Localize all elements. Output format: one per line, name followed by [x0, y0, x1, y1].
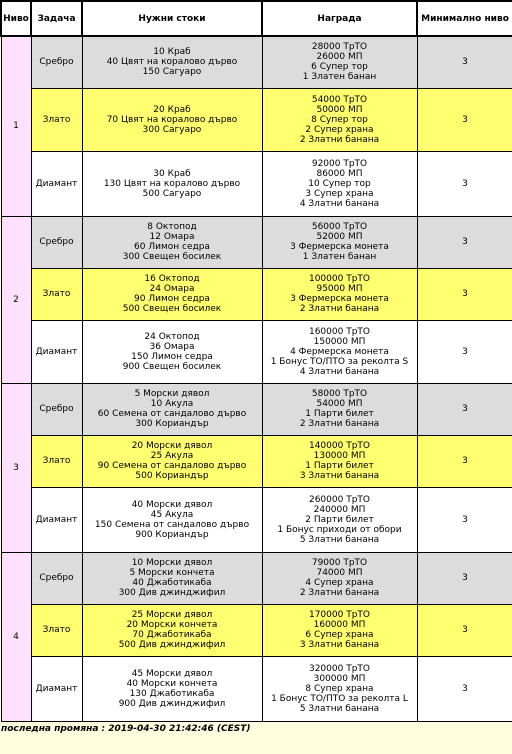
goods-cell	[82, 320, 262, 383]
goods-line: 5 Морски кончета	[129, 568, 215, 578]
reward-line: 140000 ТрТО	[308, 441, 370, 451]
reward-line: 8 Супер тор	[311, 114, 368, 125]
header-level: Ниво	[1, 1, 31, 36]
min-level-cell: 3	[417, 552, 512, 604]
task-cell: Диамант	[31, 487, 82, 552]
task-cell: Злато	[31, 88, 82, 151]
task-cell: Сребро	[31, 36, 82, 88]
goods-line: 10 Акула	[150, 399, 194, 409]
reward-line: 2 Супер храна	[305, 124, 374, 135]
goods-line: 16 Октопод	[144, 274, 200, 284]
goods-line: 25 Акула	[150, 451, 194, 461]
reward-line: 10 Супер тор	[308, 178, 371, 189]
table-row	[1, 552, 512, 604]
goods-line: 300 Свещен босилек	[122, 252, 222, 262]
table-row	[1, 151, 512, 216]
reward-line: 2 Златни банана	[299, 588, 380, 598]
goods-line: 24 Омара	[149, 284, 195, 294]
reward-line: 170000 ТрТО	[308, 610, 370, 620]
goods-line: 60 Семена от сандалово дърво	[97, 409, 247, 419]
reward-line: 52000 МП	[316, 232, 363, 242]
header-reward: Награда	[262, 1, 417, 36]
task-cell: Диамант	[31, 151, 82, 216]
min-level-cell: 3	[417, 88, 512, 151]
goods-line: 20 Краб	[153, 104, 191, 115]
reward-line: 56000 ТрТО	[311, 222, 368, 232]
reward-cell	[262, 320, 417, 383]
reward-line: 5 Златни банана	[299, 703, 380, 714]
reward-line: 58000 ТрТО	[311, 389, 368, 399]
reward-cell	[262, 268, 417, 320]
reward-line: 240000 МП	[313, 504, 366, 515]
header-min-level: Минимално ниво	[417, 1, 512, 36]
min-level-cell: 3	[417, 487, 512, 552]
goods-line: 60 Лимон седра	[134, 242, 210, 252]
reward-line: 3 Фермерска монета	[290, 294, 389, 304]
reward-cell	[262, 604, 417, 656]
table-row	[1, 36, 512, 88]
reward-cell	[262, 151, 417, 216]
goods-line: 70 Цвят на кораловo дърво	[106, 114, 238, 125]
goods-cell	[82, 151, 262, 216]
goods-line: 500 Див джинджифил	[118, 640, 226, 650]
level-cell: 1	[1, 36, 31, 216]
goods-line: 500 Сагуаро	[142, 188, 202, 199]
goods-cell	[82, 268, 262, 320]
reward-line: 160000 МП	[313, 620, 366, 630]
table-row	[1, 604, 512, 656]
min-level-cell: 3	[417, 383, 512, 435]
reward-line: 74000 МП	[316, 568, 363, 578]
goods-line: 45 Акула	[150, 509, 194, 520]
reward-line: 2 Парти билет	[305, 514, 374, 525]
reward-line: 2 Златни банана	[299, 304, 380, 314]
task-cell: Сребро	[31, 216, 82, 268]
reward-line: 92000 ТрТО	[311, 158, 368, 169]
goods-line: 25 Морски дявол	[131, 610, 213, 620]
goods-line: 5 Морски дявол	[134, 389, 210, 399]
reward-line: 3 Златни банана	[299, 471, 380, 481]
goods-line: 36 Омара	[149, 341, 195, 352]
reward-line: 4 Фермерска монета	[290, 346, 389, 357]
goods-cell	[82, 36, 262, 88]
reward-line: 3 Фермерска монета	[290, 242, 389, 252]
reward-cell	[262, 36, 417, 88]
table-row	[1, 268, 512, 320]
min-level-cell: 3	[417, 604, 512, 656]
reward-line: 100000 ТрТО	[308, 274, 370, 284]
table-row	[1, 435, 512, 487]
table-body	[1, 36, 512, 721]
reward-cell	[262, 435, 417, 487]
min-level-cell: 3	[417, 151, 512, 216]
goods-line: 45 Морски дявол	[131, 668, 213, 679]
reward-line: 1 Парти билет	[305, 409, 374, 419]
reward-line: 4 Златни банана	[299, 366, 380, 377]
goods-line: 300 Див джинджифил	[118, 588, 226, 598]
goods-line: 12 Омара	[149, 232, 195, 242]
goods-cell	[82, 604, 262, 656]
goods-line: 150 Семена от сандалово дърво	[94, 519, 250, 530]
min-level-cell: 3	[417, 320, 512, 383]
goods-line: 900 Свещен босилек	[122, 361, 222, 372]
goods-line: 10 Морски дявол	[131, 558, 213, 568]
reward-line: 2 Златни банана	[299, 134, 380, 145]
goods-line: 150 Сагуаро	[142, 67, 202, 78]
task-cell: Сребро	[31, 383, 82, 435]
goods-cell	[82, 552, 262, 604]
goods-line: 30 Краб	[153, 168, 191, 179]
reward-line: 95000 МП	[316, 284, 363, 294]
goods-line: 90 Лимон седра	[134, 294, 210, 304]
min-level-cell: 3	[417, 36, 512, 88]
min-level-cell: 3	[417, 656, 512, 721]
goods-line: 8 Октопод	[147, 222, 197, 232]
reward-cell	[262, 552, 417, 604]
reward-line: 1 Бонус ТО/ПТО за реколта L	[271, 693, 408, 704]
reward-line: 6 Супер храна	[305, 630, 374, 640]
reward-line: 79000 ТрТО	[311, 558, 368, 568]
goods-line: 90 Семена от сандалово дърво	[97, 461, 247, 471]
goods-line: 40 Морски дявол	[131, 499, 213, 510]
table-row	[1, 487, 512, 552]
goods-line: 24 Октопод	[144, 331, 200, 342]
table-row	[1, 656, 512, 721]
reward-line: 160000 ТрТО	[308, 326, 370, 337]
reward-line: 5 Златни банана	[299, 534, 380, 545]
reward-line: 3 Супер храна	[305, 188, 374, 199]
reward-line: 1 Бонус ТО/ПТО за реколта S	[270, 356, 409, 367]
reward-line: 8 Супер храна	[305, 683, 374, 694]
reward-cell	[262, 656, 417, 721]
reward-cell	[262, 383, 417, 435]
reward-line: 28000 ТрТО	[311, 42, 368, 53]
header-task: Задача	[31, 1, 82, 36]
reward-line: 26000 МП	[316, 52, 363, 63]
reward-line: 4 Супер храна	[305, 578, 374, 588]
goods-cell	[82, 656, 262, 721]
goods-line: 500 Кориандър	[135, 471, 209, 481]
reward-line: 150000 МП	[313, 336, 366, 347]
goods-line: 150 Лимон седра	[131, 351, 213, 362]
table-row	[1, 88, 512, 151]
reward-line: 50000 МП	[316, 104, 363, 115]
goods-line: 70 Джаботикаба	[132, 630, 212, 640]
task-cell: Диамант	[31, 656, 82, 721]
reward-cell	[262, 88, 417, 151]
reward-line: 130000 МП	[313, 451, 366, 461]
level-cell: 4	[1, 552, 31, 721]
last-modified: последна промяна : 2019-04-30 21:42:46 (CEST)	[1, 723, 251, 734]
goods-line: 130 Джаботикаба	[129, 688, 215, 699]
reward-cell	[262, 487, 417, 552]
min-level-cell: 3	[417, 216, 512, 268]
goods-cell	[82, 88, 262, 151]
task-cell: Диамант	[31, 320, 82, 383]
goods-line: 10 Краб	[153, 47, 191, 58]
reward-line: 54000 МП	[316, 399, 363, 409]
task-cell: Сребро	[31, 552, 82, 604]
goods-line: 40 Цвят на кораловo дърво	[106, 57, 238, 68]
goods-line: 20 Морски дявол	[131, 441, 213, 451]
goods-line: 900 Кориандър	[135, 529, 209, 540]
reward-cell	[262, 216, 417, 268]
header-goods: Нужни стоки	[82, 1, 262, 36]
goods-cell	[82, 435, 262, 487]
reward-line: 3 Златни банана	[299, 640, 380, 650]
reward-line: 54000 ТрТО	[311, 94, 368, 105]
min-level-cell: 3	[417, 268, 512, 320]
reward-line: 2 Златни банана	[299, 419, 380, 429]
reward-line: 1 Парти билет	[305, 461, 374, 471]
reward-line: 1 Златен банан	[302, 72, 377, 83]
reward-line: 320000 ТрТО	[308, 663, 370, 674]
goods-line: 500 Свещен босилек	[122, 304, 222, 314]
level-cell: 3	[1, 383, 31, 552]
goods-line: 40 Морски кончета	[126, 678, 218, 689]
task-cell: Злато	[31, 435, 82, 487]
goods-line: 300 Сагуаро	[142, 124, 202, 135]
reward-line: 300000 МП	[313, 673, 366, 684]
goods-line: 300 Кориандър	[135, 419, 209, 429]
reward-line: 1 Златен банан	[302, 252, 377, 262]
reward-line: 86000 МП	[316, 168, 363, 179]
header-row	[1, 1, 512, 36]
min-level-cell: 3	[417, 435, 512, 487]
table-row	[1, 320, 512, 383]
task-cell: Злато	[31, 604, 82, 656]
goods-line: 130 Цвят на кораловo дърво	[103, 178, 241, 189]
reward-line: 260000 ТрТО	[308, 494, 370, 505]
table-row	[1, 216, 512, 268]
reward-line: 6 Супер тор	[311, 62, 368, 73]
table-row	[1, 383, 512, 435]
task-cell: Злато	[31, 268, 82, 320]
goods-cell	[82, 487, 262, 552]
goods-line: 20 Морски кончета	[126, 620, 218, 630]
reward-line: 4 Златни банана	[299, 198, 380, 209]
goods-cell	[82, 383, 262, 435]
goods-line: 900 Див джинджифил	[118, 698, 226, 709]
level-cell: 2	[1, 216, 31, 383]
goods-line: 40 Джаботикаба	[132, 578, 212, 588]
reward-line: 1 Бонус приходи от обори	[277, 524, 402, 535]
goods-cell	[82, 216, 262, 268]
